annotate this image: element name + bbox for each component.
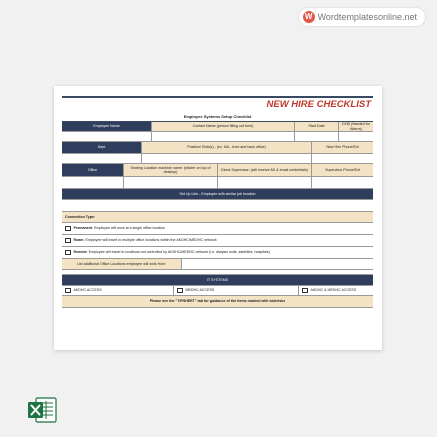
setup-like-field[interactable] (62, 200, 373, 211)
location-header-row (62, 164, 373, 177)
contact-name-header: Contact Name (person filling out form) (152, 122, 295, 131)
akdhc-access-label: AKDHC ACCESS (73, 288, 102, 293)
office-header: Office (62, 164, 124, 176)
akdhc-access-checkbox[interactable] (65, 288, 71, 294)
medhc-access-checkbox[interactable] (177, 288, 183, 294)
position-field[interactable] (142, 154, 312, 163)
watermark-text: Wordtemplatesonline.net (317, 12, 417, 22)
supervisor-phone-field[interactable] (312, 177, 373, 188)
option-remote-cell (62, 247, 373, 258)
permanent-label: Permanent (73, 226, 93, 231)
remote-checkbox[interactable] (65, 250, 71, 256)
direct-supervisor-header: Direct Supervisor: (will receive AD & email credentials) (218, 164, 312, 176)
permanent-checkbox[interactable] (65, 226, 71, 232)
remote-label: Remote (73, 250, 87, 255)
setup-like-row (62, 189, 373, 200)
employee-name-header: Employee Name (62, 122, 152, 131)
both-access-label: AKDHC & MEDHC ACCESS (310, 288, 357, 293)
option-remote-row[interactable] (62, 247, 373, 259)
dept-header: Dept (62, 142, 142, 153)
position-header: Position/ Role(s) - (ex. MA - front and back office) (142, 142, 312, 153)
akdhc-access-option[interactable] (62, 286, 174, 295)
medhc-access-option[interactable] (174, 286, 299, 295)
checklist-sheet (54, 86, 382, 350)
setup-like-input-row (62, 200, 373, 212)
employee-name-field[interactable] (62, 132, 152, 141)
supervisor-phone-header: Supervisor Phone/Ext (312, 164, 373, 176)
option-permanent-row[interactable] (62, 223, 373, 235)
tipsheet-note-row (62, 296, 373, 308)
access-options-row (62, 286, 373, 296)
roam-checkbox[interactable] (65, 238, 71, 244)
remote-description: : Employee will travel to locations not controlled by AKDHC/MEDHC network (i.e. dialysis units, satellites, hospitals) (86, 250, 270, 255)
connection-type-label: Connection Type: (62, 212, 373, 222)
employee-info-input-row (62, 132, 373, 142)
site-watermark (299, 8, 425, 26)
option-roam-cell (62, 235, 373, 246)
additional-offices-field[interactable] (182, 259, 373, 269)
both-access-checkbox[interactable] (302, 288, 308, 294)
direct-supervisor-field[interactable] (218, 177, 312, 188)
new-hire-phone-field[interactable] (312, 154, 373, 163)
doc-subtitle: Employee Systems Setup Checklist (62, 112, 373, 122)
new-hire-phone-header: New Hire Phone/Ext (312, 142, 373, 153)
additional-offices-label: List additional Office Locations employee will work from: (62, 259, 182, 269)
doc-title: NEW HIRE CHECKLIST (266, 99, 371, 110)
permanent-description: : Employee will work at a single office location (92, 226, 165, 231)
it-systems-row (62, 274, 373, 286)
office-field[interactable] (62, 177, 124, 188)
contact-name-field[interactable] (152, 132, 295, 141)
position-input-row (62, 154, 373, 164)
employee-info-header-row (62, 122, 373, 132)
connection-type-row (62, 212, 373, 223)
position-header-row (62, 142, 373, 154)
seating-location-header: Seating Location machine name: (sticker on top of desktop) (124, 164, 218, 176)
start-date-header: Start Date (295, 122, 339, 131)
dob-field[interactable] (339, 132, 373, 141)
dept-field[interactable] (62, 154, 142, 163)
roam-label: Roam (73, 238, 84, 243)
location-input-row (62, 177, 373, 189)
it-systems-header: IT SYSTEMS (62, 275, 373, 285)
dob-header: DOB (Needed for Alterra) (339, 122, 373, 131)
option-permanent-cell (62, 223, 373, 234)
medhc-access-label: MEDHC ACCESS (185, 288, 215, 293)
start-date-field[interactable] (295, 132, 339, 141)
roam-description: : Employee will travel to multiple office locations within the AKDHC/MEDHC network (83, 238, 217, 243)
seating-location-field[interactable] (124, 177, 218, 188)
setup-like-header: Set Up Like - Employee with similar job function (62, 189, 373, 199)
additional-offices-row (62, 259, 373, 270)
option-roam-row[interactable] (62, 235, 373, 247)
checklist-form (62, 96, 373, 308)
tipsheet-note: Please see the "TIPSHEET" tab for guidance of the items marked with asterisks (62, 296, 373, 307)
both-access-option[interactable] (299, 286, 373, 295)
site-logo-icon: W (303, 11, 315, 23)
excel-icon (27, 396, 57, 424)
